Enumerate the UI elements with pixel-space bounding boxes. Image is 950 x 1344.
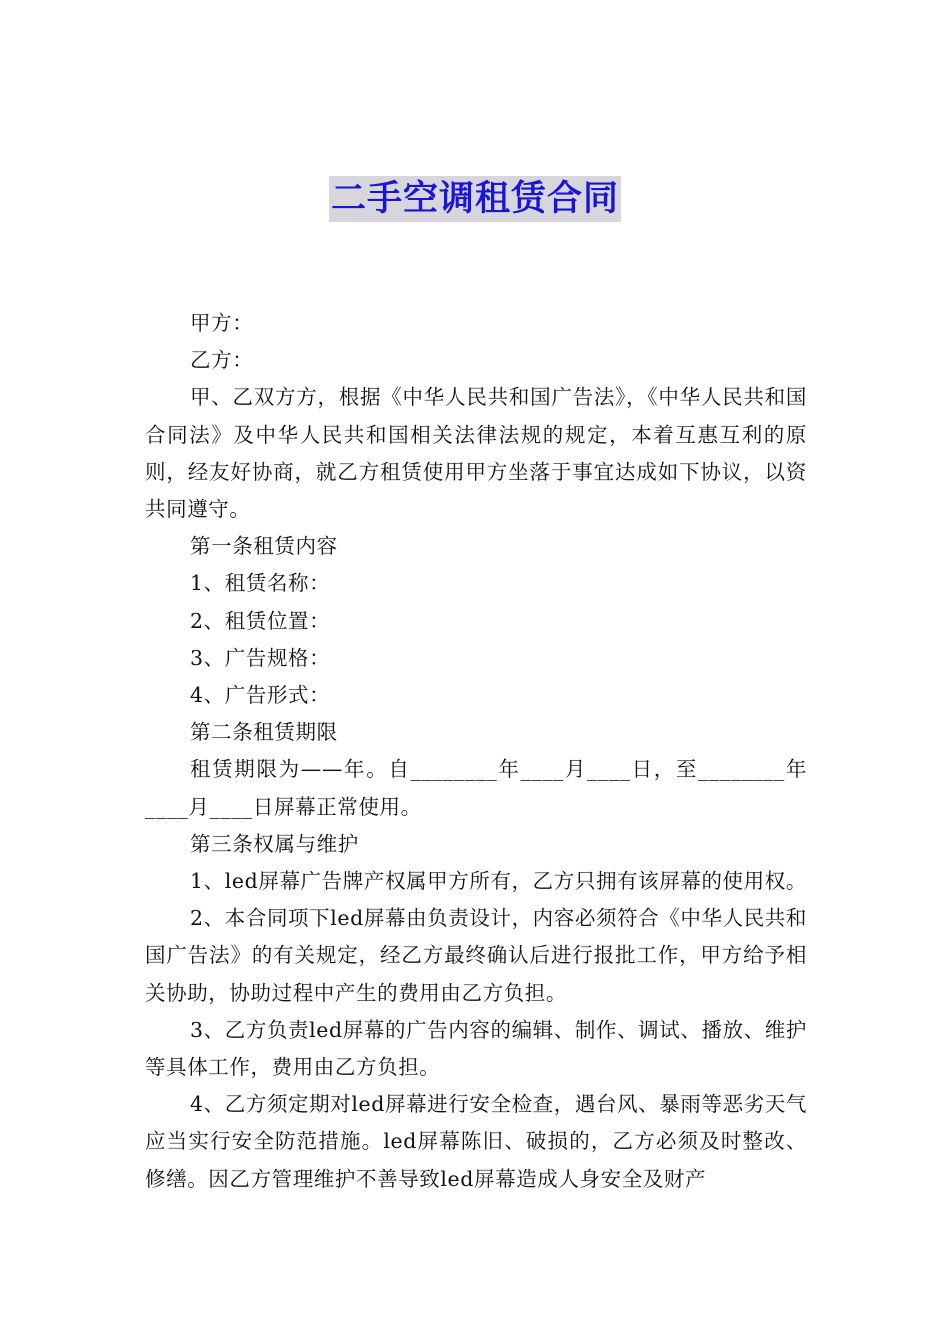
lease-term-paragraph: 租赁期限为——年。自________年____月____日，至________年____月____日屏幕正常使用。 bbox=[145, 757, 807, 819]
title-container bbox=[0, 176, 950, 222]
article-2-heading: 第二条租赁期限 bbox=[190, 720, 338, 745]
lease-item-form: 4、广告形式： bbox=[190, 683, 331, 708]
lease-item-spec: 3、广告规格： bbox=[190, 645, 331, 670]
clause-3-3: 3、乙方负责led屏幕的广告内容的编辑、制作、调试、播放、维护等具体工作，费用由乙方负担。 bbox=[145, 1017, 807, 1080]
clause-3-4: 4、乙方须定期对led屏幕进行安全检查，遇台风、暴雨等恶劣天气应当实行安全防范措施。led屏幕陈旧、破损的，乙方必须及时整改、修缮。因乙方管理维护不善导致led屏幕造成人身安全及财产 bbox=[145, 1092, 807, 1191]
clause-3-1: 1、led屏幕广告牌产权属甲方所有，乙方只拥有该屏幕的使用权。 bbox=[190, 869, 807, 894]
party-b-line: 乙方： bbox=[190, 348, 254, 373]
lease-item-name: 1、租赁名称： bbox=[190, 571, 331, 596]
preamble-paragraph: 甲、乙双方方，根据《中华人民共和国广告法》，《中华人民共和国合同法》及中华人民共和国相关法律法规的规定，本着互惠互利的原则，经友好协商，就乙方租赁使用甲方坐落于事宜达成如下协议，以资共同遵守。 bbox=[145, 385, 807, 522]
article-1-heading: 第一条租赁内容 bbox=[190, 534, 338, 559]
lease-item-location: 2、租赁位置： bbox=[190, 608, 331, 633]
document-body bbox=[145, 305, 807, 1198]
party-a-line: 甲方： bbox=[190, 311, 254, 335]
clause-3-2: 2、本合同项下led屏幕由负责设计，内容必须符合《中华人民共和国广告法》的有关规定，经乙方最终确认后进行报批工作，甲方给予相关协助，协助过程中产生的费用由乙方负担。 bbox=[145, 906, 807, 1005]
article-3-heading: 第三条权属与维护 bbox=[190, 831, 359, 856]
document-title: 二手空调租赁合同 bbox=[329, 176, 621, 222]
